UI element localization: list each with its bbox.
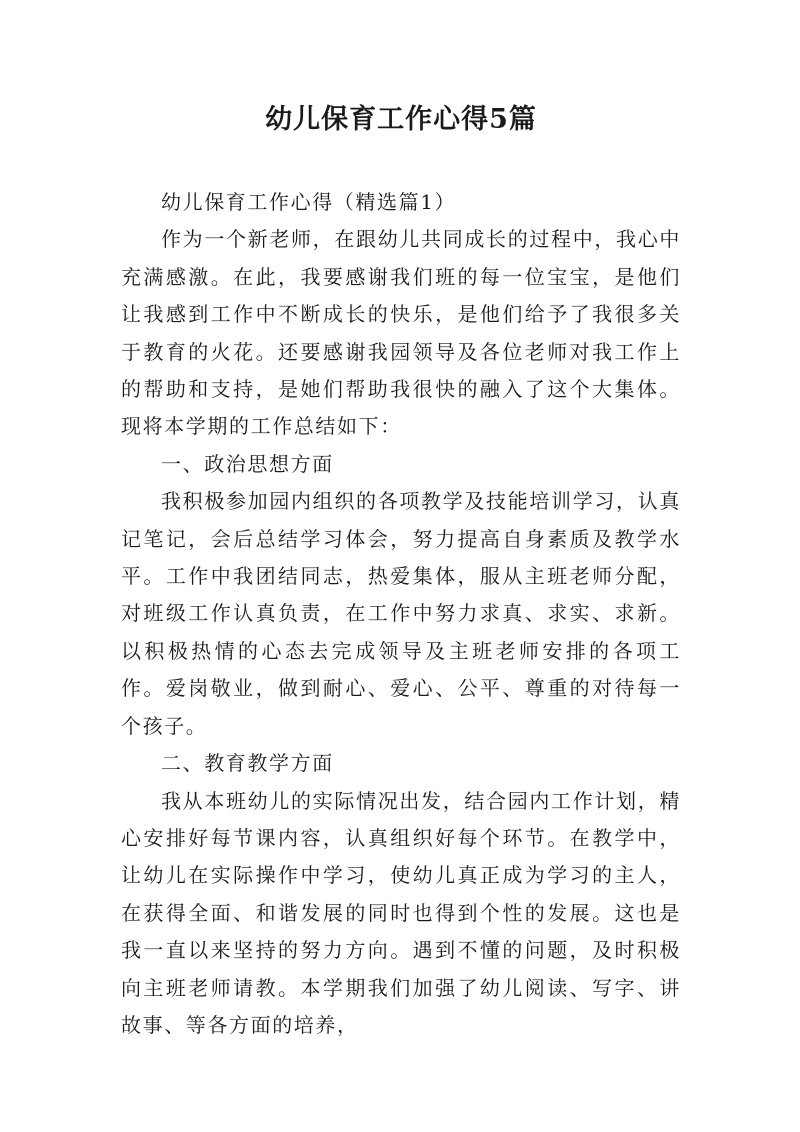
part1-paragraph: 我积极参加园内组织的各项教学及技能培训学习，认真记笔记，会后总结学习体会，努力提高自身素质及教学水平。工作中我团结同志，热爱集体，服从主班老师分配，对班级工作认真负责，在工作中努力求真、求实、求新。以积极热情的心态去完成领导及主班老师安排的各项工作。爱岗敬业，做到耐心、爱心、公平、尊重的对待每一个孩子。 xyxy=(121,489,681,738)
document-title: 幼儿保育工作心得5篇 xyxy=(265,104,537,135)
part1-heading: 一、政治思想方面 xyxy=(161,451,334,476)
part2-paragraph: 我从本班幼儿的实际情况出发，结合园内工作计划，精心安排好每节课内容，认真组织好每个环节。在教学中，让幼儿在实际操作中学习，使幼儿真正成为学习的主人，在获得全面、和谐发展的同时也得到个性的发展。这也是我一直以来坚持的努力方向。遇到不懂的问题，及时积极向主班老师请教。本学期我们加强了幼儿阅读、写字、讲故事、等各方面的培养， xyxy=(121,788,681,1037)
document-body xyxy=(121,184,681,1044)
section-heading: 幼儿保育工作心得（精选篇1） xyxy=(161,190,457,214)
part2-heading: 二、教育教学方面 xyxy=(161,751,334,776)
intro-paragraph: 作为一个新老师，在跟幼儿共同成长的过程中，我心中充满感激。在此，我要感谢我们班的每一位宝宝，是他们让我感到工作中不断成长的快乐，是他们给予了我很多关于教育的火花。还要感谢我园领导及各位老师对我工作上的帮助和支持，是她们帮助我很快的融入了这个大集体。现将本学期的工作总结如下： xyxy=(121,227,681,439)
